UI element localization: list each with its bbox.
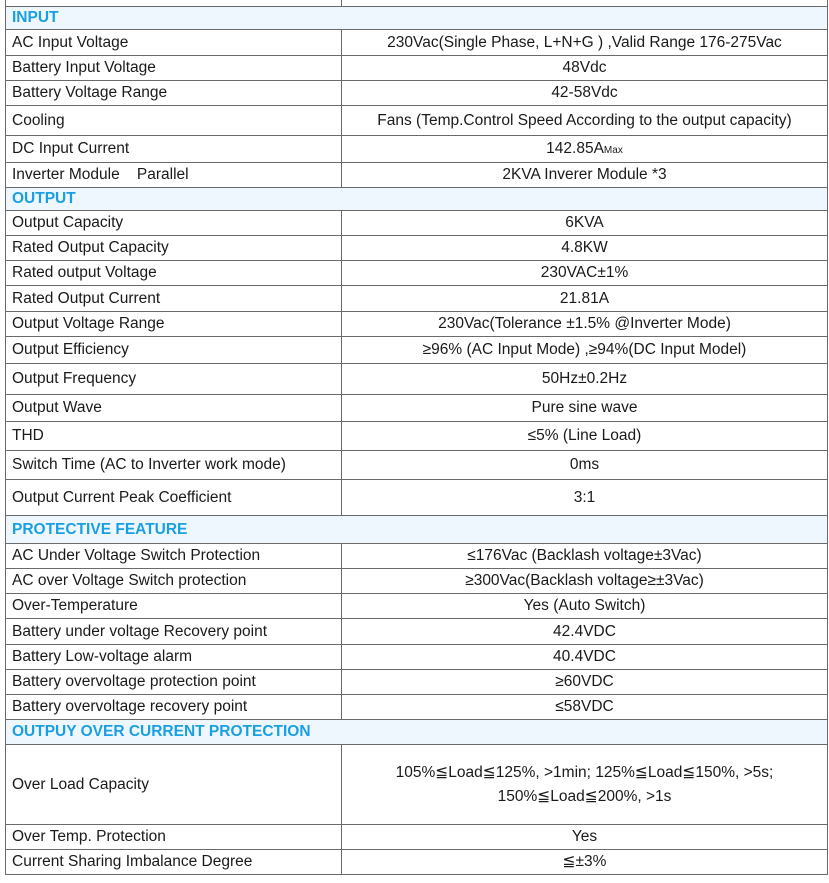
row-value: ≤176Vac (Backlash voltage±3Vac) — [342, 544, 828, 569]
row-label: Switch Time (AC to Inverter work mode) — [6, 451, 342, 480]
row-label: Over Load Capacity — [6, 745, 342, 825]
row-value: ≦±3% — [342, 850, 828, 875]
table-row — [6, 395, 828, 422]
row-label: Output Efficiency — [6, 337, 342, 364]
row-value: 40.4VDC — [342, 645, 828, 670]
table-row — [6, 745, 828, 825]
table-row — [6, 569, 828, 594]
spec-table — [5, 0, 828, 875]
row-value: ≥300Vac(Backlash voltage≥±3Vac) — [342, 569, 828, 594]
table-row — [6, 695, 828, 720]
section-header-protective-feature — [6, 516, 828, 544]
table-row — [6, 163, 828, 188]
row-label: AC over Voltage Switch protection — [6, 569, 342, 594]
row-label: Over Temp. Protection — [6, 825, 342, 850]
row-label: Current Sharing Imbalance Degree — [6, 850, 342, 875]
row-value: 4.8KW — [342, 236, 828, 261]
section-title: PROTECTIVE FEATURE — [6, 516, 828, 544]
row-value-cell — [342, 745, 828, 825]
table-row — [6, 211, 828, 236]
row-value: 42.4VDC — [342, 619, 828, 645]
row-label: AC Under Voltage Switch Protection — [6, 544, 342, 569]
row-label: Output Voltage Range — [6, 312, 342, 337]
table-row — [6, 451, 828, 480]
table-row — [6, 236, 828, 261]
table-row — [6, 619, 828, 645]
section-title: OUTPUY OVER CURRENT PROTECTION — [6, 720, 828, 745]
row-value: 0ms — [342, 451, 828, 480]
table-row — [6, 56, 828, 81]
row-value: 50Hz±0.2Hz — [342, 364, 828, 395]
row-label: Output Capacity — [6, 211, 342, 236]
row-value-subscript: Max — [603, 145, 623, 157]
table-row — [6, 480, 828, 516]
row-label: Rated Output Current — [6, 286, 342, 312]
row-value: 2KVA Inverer Module *3 — [342, 163, 828, 188]
table-row — [6, 670, 828, 695]
row-label: Rated output Voltage — [6, 261, 342, 286]
row-label: Output Current Peak Coefficient — [6, 480, 342, 516]
row-label: Battery under voltage Recovery point — [6, 619, 342, 645]
row-value: Fans (Temp.Control Speed According to the output capacity) — [342, 106, 828, 136]
table-row — [6, 544, 828, 569]
row-label: Battery Low-voltage alarm — [6, 645, 342, 670]
section-title: INPUT — [6, 7, 828, 30]
table-row — [6, 422, 828, 451]
table-row — [6, 81, 828, 106]
row-label: Over-Temperature — [6, 594, 342, 619]
row-value: 230Vac(Tolerance ±1.5% @Inverter Mode) — [342, 312, 828, 337]
table-row — [6, 825, 828, 850]
row-value: Yes (Auto Switch) — [342, 594, 828, 619]
row-value: ≥96% (AC Input Mode) ,≥94%(DC Input Model) — [342, 337, 828, 364]
row-label: THD — [6, 422, 342, 451]
row-value: ≤58VDC — [342, 695, 828, 720]
row-value: 21.81A — [342, 286, 828, 312]
row-value: 42-58Vdc — [342, 81, 828, 106]
row-label: Battery Voltage Range — [6, 81, 342, 106]
table-row — [6, 106, 828, 136]
row-label: Rated Output Capacity — [6, 236, 342, 261]
row-value: Pure sine wave — [342, 395, 828, 422]
row-value: 142.85A — [546, 140, 604, 158]
section-title: OUTPUT — [6, 188, 828, 211]
table-row — [6, 286, 828, 312]
row-value: 230VAC±1% — [342, 261, 828, 286]
table-row — [6, 645, 828, 670]
table-row — [6, 261, 828, 286]
section-header-over-current-protection — [6, 720, 828, 745]
row-label: Output Wave — [6, 395, 342, 422]
row-value: ≤5% (Line Load) — [342, 422, 828, 451]
table-row — [6, 364, 828, 395]
row-value: 3:1 — [342, 480, 828, 516]
row-label: Battery overvoltage recovery point — [6, 695, 342, 720]
row-label: Inverter Module Parallel — [6, 163, 342, 188]
row-value: 230Vac(Single Phase, L+N+G ) ,Valid Range 176-275Vac — [342, 30, 828, 56]
row-label: Battery Input Voltage — [6, 56, 342, 81]
row-value: 48Vdc — [342, 56, 828, 81]
table-row — [6, 136, 828, 163]
section-header-output — [6, 188, 828, 211]
table-row — [6, 594, 828, 619]
table-row — [6, 850, 828, 875]
row-label: Output Frequency — [6, 364, 342, 395]
table-row — [6, 337, 828, 364]
row-value: 6KVA — [342, 211, 828, 236]
row-value: ≥60VDC — [342, 670, 828, 695]
table-row — [6, 30, 828, 56]
row-value: Yes — [342, 825, 828, 850]
row-value-line: 105%≦Load≦125%, >1min; 125%≦Load≦150%, >5s; — [395, 764, 774, 782]
section-header-input — [6, 7, 828, 30]
row-value-cell — [342, 136, 828, 163]
row-label: AC Input Voltage — [6, 30, 342, 56]
row-label: DC Input Current — [6, 136, 342, 163]
row-label: Cooling — [6, 106, 342, 136]
row-value-line: 150%≦Load≦200%, >1s — [497, 787, 672, 805]
row-label: Battery overvoltage protection point — [6, 670, 342, 695]
table-row — [6, 312, 828, 337]
